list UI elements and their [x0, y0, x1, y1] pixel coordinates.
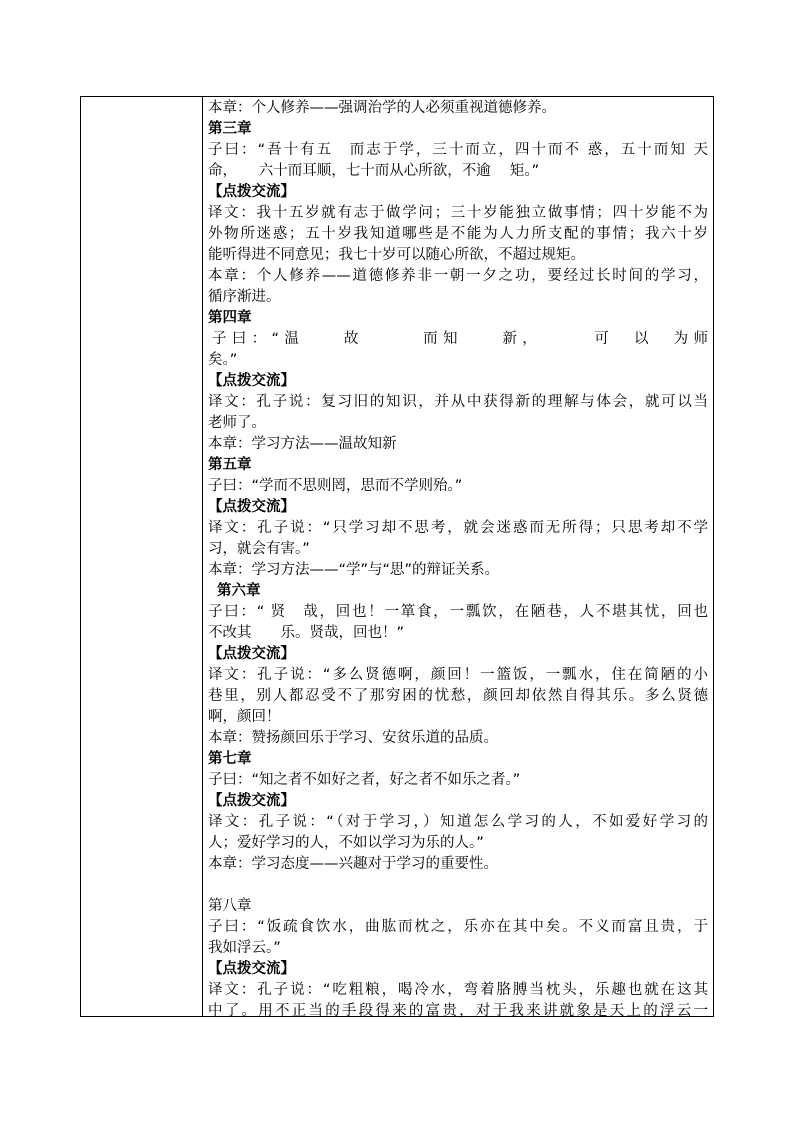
text-line: 啊，颜回！	[208, 709, 281, 725]
text-line: 人；爱好学习的人，不如以学习为乐的人。”	[208, 835, 484, 851]
text-line: 译文：我十五岁就有志于做学问；三十岁能独立做事情；四十岁能不为	[208, 205, 708, 221]
column-divider	[202, 97, 203, 1016]
section-label: 【点拨交流】	[208, 793, 295, 809]
blank-line	[208, 875, 708, 896]
text-line: 子曰：“知之者不如好之者，好之者不如乐之者。”	[208, 772, 521, 788]
text-line: 巷里，别人都忍受不了那穷困的忧愁，颜回却依然自得其乐。多么贤德	[208, 688, 708, 704]
text-line: 命， 六十而耳顺，七十而从心所欲，不逾 矩。”	[208, 163, 540, 179]
section-label: 【点拨交流】	[208, 646, 295, 662]
chapter-heading: 第四章	[208, 310, 252, 326]
chapter-heading: 第八章	[208, 898, 252, 914]
chapter-heading: 第七章	[208, 751, 252, 767]
section-label: 【点拨交流】	[208, 373, 295, 389]
text-line: 本章：个人修养——强调治学的人必须重视道德修养。	[208, 100, 556, 116]
chapter-heading: 第六章	[217, 583, 261, 599]
text-line: 本章：个人修养——道德修养非一朝一夕之功，要经过长时间的学习，	[208, 268, 708, 284]
text-line: 习，就会有害。”	[208, 541, 310, 557]
section-label: 【点拨交流】	[208, 961, 295, 977]
text-line: 译文：孔子说：“（对于学习，）知道怎么学习的人，不如爱好学习的	[208, 814, 708, 830]
text-line: 矣。”	[208, 352, 238, 368]
text-line: 子曰：“温 故 而知 新， 可 以 为师	[212, 331, 708, 347]
text-line: 译文：孔子说：“只学习却不思考，就会迷惑而无所得；只思考却不学	[208, 520, 708, 536]
text-line: 译文：孔子说：“吃粗粮，喝冷水，弯着胳膊当枕头，乐趣也就在这其	[208, 982, 708, 998]
chapter-heading: 第三章	[208, 121, 252, 137]
table-cell-text	[208, 98, 708, 1022]
text-line: 子曰：“饭疏食饮水，曲肱而枕之，乐亦在其中矣。不义而富且贵，于	[208, 919, 708, 935]
text-line: 子曰：“ 贤 哉，回也！一箪食，一瓢饮，在陋巷，人不堪其忧，回也	[208, 604, 708, 620]
text-line: 本章：学习态度——兴趣对于学习的重要性。	[208, 856, 498, 872]
text-line: 子曰：“吾十有五 而志于学，三十而立，四十而不 惑，五十而知 天	[208, 142, 708, 158]
text-line: 本章：赞扬颜回乐于学习、安贫乐道的品质。	[208, 730, 498, 746]
text-line: 中了。用不正当的手段得来的富贵，对于我来讲就象是天上的浮云一	[208, 1003, 708, 1019]
text-line: 本章：学习方法——“学”与“思”的辩证关系。	[208, 562, 500, 578]
text-line: 老师了。	[208, 415, 266, 431]
text-line: 译文：孔子说：复习旧的知识，并从中获得新的理解与体会，就可以当	[208, 394, 708, 410]
text-line: 子曰：“学而不思则罔，思而不学则殆。”	[208, 478, 463, 494]
text-line: 循序渐进。	[208, 289, 281, 305]
content-table	[80, 96, 714, 1017]
text-line: 外物所迷惑；五十岁我知道哪些是不能为人力所支配的事情；我六十岁	[208, 226, 708, 242]
text-line: 能听得进不同意见；我七十岁可以随心所欲，不超过规矩。	[208, 247, 585, 263]
text-line: 本章：学习方法——温故知新	[208, 436, 397, 452]
section-label: 【点拨交流】	[208, 184, 295, 200]
text-line: 我如浮云。”	[208, 940, 281, 956]
text-line: 译文：孔子说：“多么贤德啊，颜回！一篮饭，一瓢水，住在简陋的小	[208, 667, 708, 683]
section-label: 【点拨交流】	[208, 499, 295, 515]
chapter-heading: 第五章	[208, 457, 252, 473]
text-line: 不改其 乐。贤哉，回也！”	[208, 625, 405, 641]
